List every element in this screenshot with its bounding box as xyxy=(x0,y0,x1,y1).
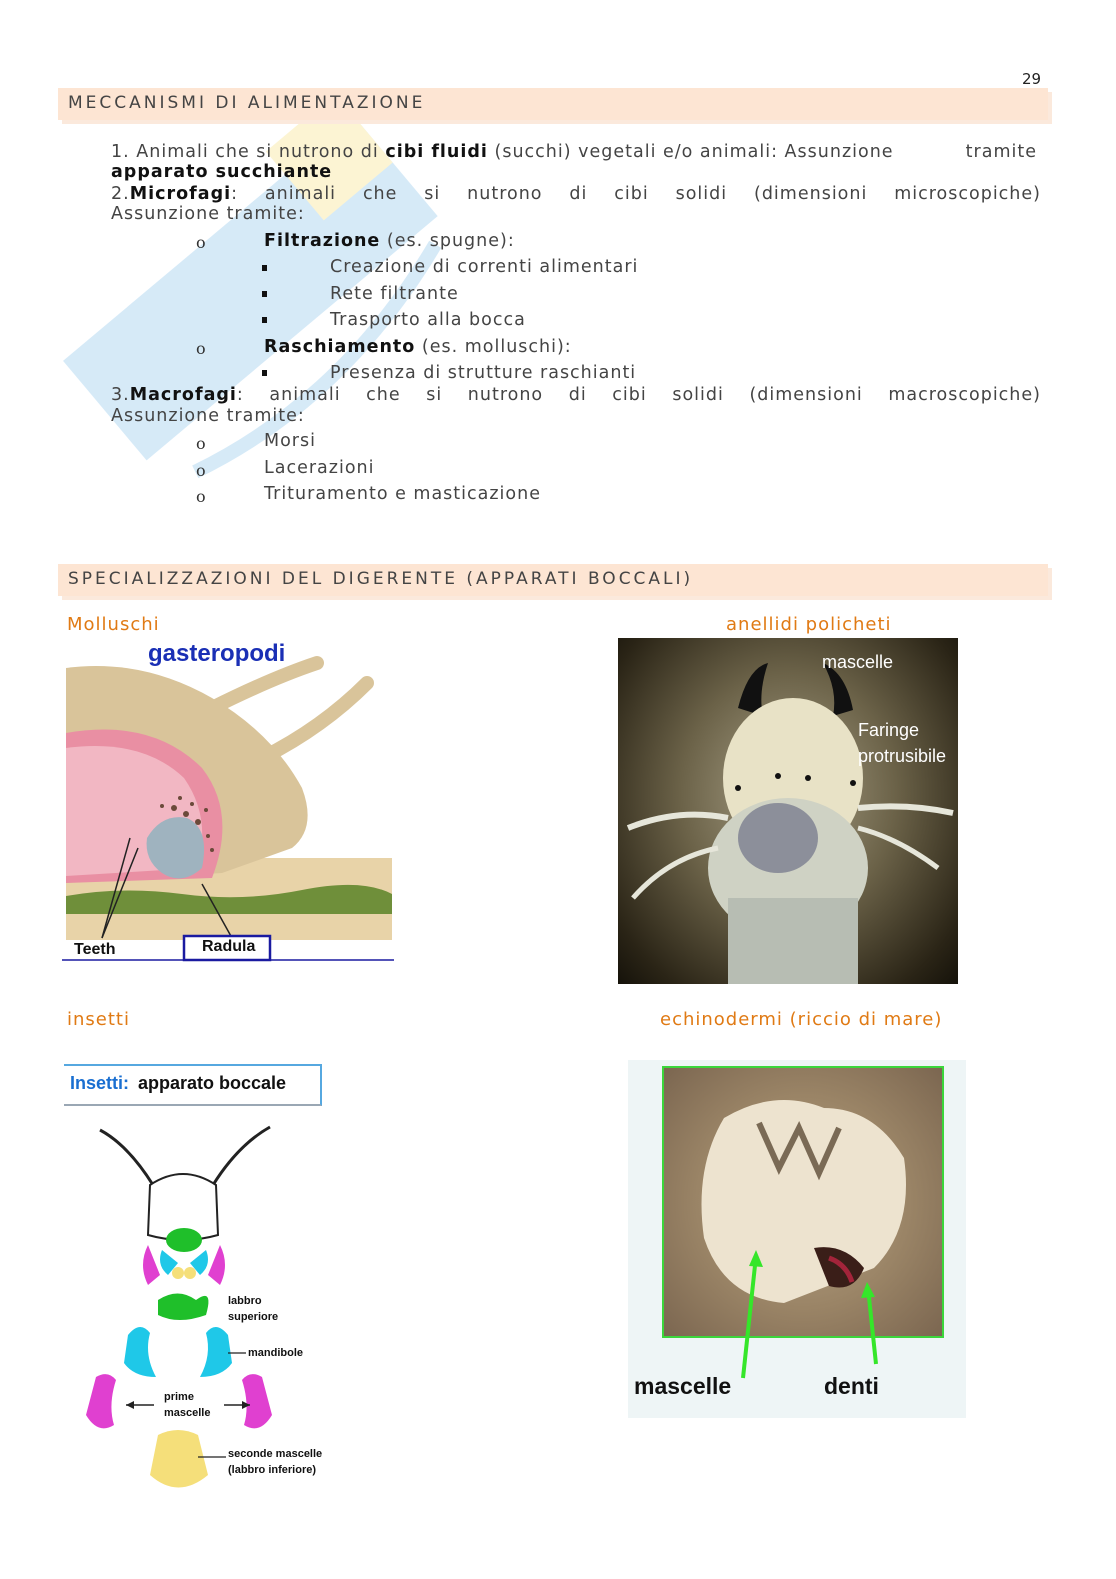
section-title: MECCANISMI DI ALIMENTAZIONE xyxy=(68,93,426,113)
page-number: 29 xyxy=(1022,70,1042,88)
faringe-label: Faringe xyxy=(858,720,920,740)
prime-label: prime xyxy=(164,1391,194,1403)
filtrazione-line: Filtrazione (es. spugne): xyxy=(264,231,515,251)
macrofagi-item: Trituramento e masticazione xyxy=(264,484,541,504)
section-title: SPECIALIZZAZIONI DEL DIGERENTE (APPARATI BOCCALI) xyxy=(68,569,694,589)
labbro-inferiore-label: (labbro inferiore) xyxy=(228,1464,317,1476)
square-bullet xyxy=(262,291,267,297)
item2-line1: 2.Microfagi: animali che si nutrono di cibi solidi (dimensioni microscopiche) xyxy=(111,184,1041,204)
raschiamento-line: Raschiamento (es. molluschi): xyxy=(264,337,572,357)
raschiamento-item: Presenza di strutture raschianti xyxy=(330,363,637,383)
protrusibile-label: protrusibile xyxy=(858,746,947,766)
item2-line2: Assunzione tramite: xyxy=(111,204,305,224)
square-bullet xyxy=(262,370,267,376)
mandibole-label: mandibole xyxy=(248,1347,304,1359)
insect-diagram xyxy=(78,1115,348,1505)
teeth-label: Teeth xyxy=(74,941,116,958)
mascelle-label: mascelle xyxy=(164,1407,211,1419)
seconde-label: seconde mascelle xyxy=(228,1448,323,1460)
item1-line1: 1. Animali che si nutrono di cibi fluidi (succhi) vegetali e/o animali: Assunzione tramite xyxy=(111,142,1037,162)
filtrazione-item: Trasporto alla bocca xyxy=(330,310,526,330)
bullet-o: o xyxy=(196,461,206,480)
bullet-o: o xyxy=(196,339,206,358)
caption-molluschi: Molluschi xyxy=(67,614,160,635)
caption-insetti: insetti xyxy=(67,1009,130,1030)
filtrazione-item: Rete filtrante xyxy=(330,284,459,304)
section-header-meccanismi xyxy=(58,88,1048,120)
apparato-boccale-label: apparato boccale xyxy=(138,1073,287,1093)
polychaete-photo xyxy=(618,638,958,984)
denti-label: denti xyxy=(824,1373,879,1399)
gasteropodi-heading: gasteropodi xyxy=(148,640,286,667)
item3-line1: 3.Macrofagi: animali che si nutrono di cibi solidi (dimensioni macroscopiche) xyxy=(111,385,1041,405)
gastropod-figure xyxy=(62,638,394,968)
superiore-label: superiore xyxy=(228,1311,279,1323)
insetti-label: Insetti: xyxy=(70,1073,130,1093)
bullet-o: o xyxy=(196,434,206,453)
section-header-specializzazioni xyxy=(58,564,1048,596)
insect-box xyxy=(64,1064,322,1106)
bullet-o: o xyxy=(196,233,206,252)
caption-echinodermi: echinodermi (riccio di mare) xyxy=(660,1009,943,1030)
mascelle-label: mascelle xyxy=(822,652,894,672)
bullet-o: o xyxy=(196,487,206,506)
labbro-label: labbro xyxy=(228,1295,262,1307)
radula-label: Radula xyxy=(202,938,256,955)
square-bullet xyxy=(262,317,267,323)
caption-anellidi: anellidi policheti xyxy=(726,614,892,635)
item1-line2: apparato succhiante xyxy=(111,162,333,182)
filtrazione-item: Creazione di correnti alimentari xyxy=(330,257,639,277)
sea-urchin-figure xyxy=(628,1060,966,1418)
item3-line2: Assunzione tramite: xyxy=(111,406,305,426)
square-bullet xyxy=(262,265,267,271)
macrofagi-item: Morsi xyxy=(264,431,316,451)
macrofagi-item: Lacerazioni xyxy=(264,458,375,478)
mascelle-label: mascelle xyxy=(634,1373,732,1399)
